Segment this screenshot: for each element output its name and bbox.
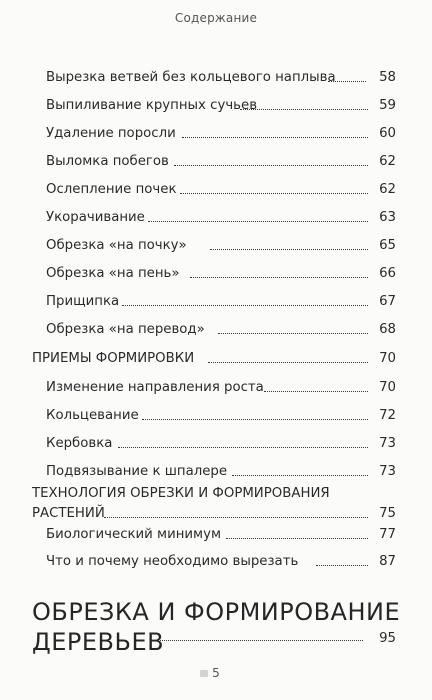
- toc-entry[interactable]: [0, 291, 432, 313]
- toc-entry-title: Изменение направления роста: [46, 380, 264, 395]
- toc-entry-title: Что и почему необходимо вырезать: [46, 554, 299, 569]
- running-header: Содержание: [174, 11, 258, 25]
- toc-entry-page: 72: [379, 408, 396, 423]
- toc-entry[interactable]: [0, 95, 432, 117]
- toc-section-title-line1: ТЕХНОЛОГИЯ ОБРЕЗКИ И ФОРМИРОВАНИЯ: [32, 486, 330, 501]
- toc-entry-title: Прищипка: [46, 294, 120, 309]
- toc-entry-page: 59: [379, 98, 396, 113]
- toc-entry-page: 87: [379, 554, 396, 569]
- toc-entry[interactable]: [0, 319, 432, 341]
- toc-entry[interactable]: [0, 179, 432, 201]
- toc-section-entry[interactable]: [0, 483, 432, 505]
- toc-entry-page: 73: [379, 464, 396, 479]
- toc-entry[interactable]: [0, 405, 432, 427]
- toc-entry[interactable]: [0, 461, 432, 483]
- toc-entry[interactable]: [0, 235, 432, 257]
- toc-entry[interactable]: [0, 433, 432, 455]
- dot-leader: [264, 391, 368, 392]
- chapter-title-line1[interactable]: ОБРЕЗКА И ФОРМИРОВАНИЕ: [32, 598, 401, 626]
- toc-entry[interactable]: [0, 377, 432, 399]
- toc-entry-page: 70: [379, 351, 396, 366]
- dot-leader: [104, 517, 368, 518]
- toc-entry-title: Кольцевание: [46, 408, 139, 423]
- toc-entry[interactable]: [0, 524, 432, 546]
- dot-leader: [182, 137, 368, 138]
- toc-entry-page: 62: [379, 182, 396, 197]
- chapter-title-line2[interactable]: ДЕРЕВЬЕВ: [32, 628, 165, 656]
- toc-entry-title: Вырезка ветвей без кольцевого наплыва: [46, 70, 336, 85]
- toc-entry-title: Подвязывание к шпалере: [46, 464, 228, 479]
- dot-leader: [316, 565, 368, 566]
- toc-entry-page: 63: [379, 210, 396, 225]
- dot-leader: [174, 165, 368, 166]
- dot-leader: [122, 305, 368, 306]
- toc-entry-title: Выпиливание крупных сучьев: [46, 98, 258, 113]
- toc-entry-title: Кербовка: [46, 436, 113, 451]
- toc-entry[interactable]: [0, 67, 432, 89]
- toc-section-title-line2: РАСТЕНИЙ: [32, 506, 105, 521]
- toc-entry-title: Ослепление почек: [46, 182, 177, 197]
- toc-entry[interactable]: [0, 207, 432, 229]
- toc-entry-page: 67: [379, 294, 396, 309]
- dot-leader: [142, 419, 368, 420]
- toc-entry-page: 66: [379, 266, 396, 281]
- dot-leader: [218, 333, 368, 334]
- dot-leader: [190, 277, 368, 278]
- toc-entry-title: Удаление поросли: [46, 126, 176, 141]
- toc-entry[interactable]: [0, 263, 432, 285]
- toc-entry-page: 58: [379, 70, 396, 85]
- toc-entry-title: Биологический минимум: [46, 527, 221, 542]
- toc-entry-title: Обрезка «на пень»: [46, 266, 180, 281]
- toc-entry-page: 65: [379, 238, 396, 253]
- toc-entry-title: Выломка побегов: [46, 154, 169, 169]
- toc-entry-page: 77: [379, 527, 396, 542]
- dot-leader: [210, 249, 368, 250]
- toc-entry-title: Укорачивание: [46, 210, 145, 225]
- toc-entry[interactable]: [0, 123, 432, 145]
- dot-leader: [148, 221, 368, 222]
- dot-leader: [180, 193, 368, 194]
- toc-section-entry[interactable]: [0, 348, 432, 370]
- toc-entry-page: 62: [379, 154, 396, 169]
- toc-section-entry-continued[interactable]: [0, 503, 432, 525]
- toc-entry[interactable]: [0, 151, 432, 173]
- dot-leader: [240, 109, 368, 110]
- toc-entry-title: Обрезка «на перевод»: [46, 322, 205, 337]
- dot-leader: [226, 538, 368, 539]
- toc-entry-page: 70: [379, 380, 396, 395]
- dot-leader: [158, 640, 363, 641]
- dot-leader: [328, 81, 366, 82]
- toc-entry-page: 68: [379, 322, 396, 337]
- page-number: 5: [212, 666, 220, 680]
- toc-entry-title: Обрезка «на почку»: [46, 238, 187, 253]
- toc-entry-page: 73: [379, 436, 396, 451]
- toc-entry-page: 60: [379, 126, 396, 141]
- toc-entry-page: 75: [379, 506, 396, 521]
- dot-leader: [118, 447, 368, 448]
- dot-leader: [232, 475, 368, 476]
- chapter-page: 95: [379, 631, 396, 646]
- toc-entry[interactable]: [0, 551, 432, 573]
- dot-leader: [208, 362, 368, 363]
- toc-section-title: ПРИЕМЫ ФОРМИРОВКИ: [32, 351, 195, 366]
